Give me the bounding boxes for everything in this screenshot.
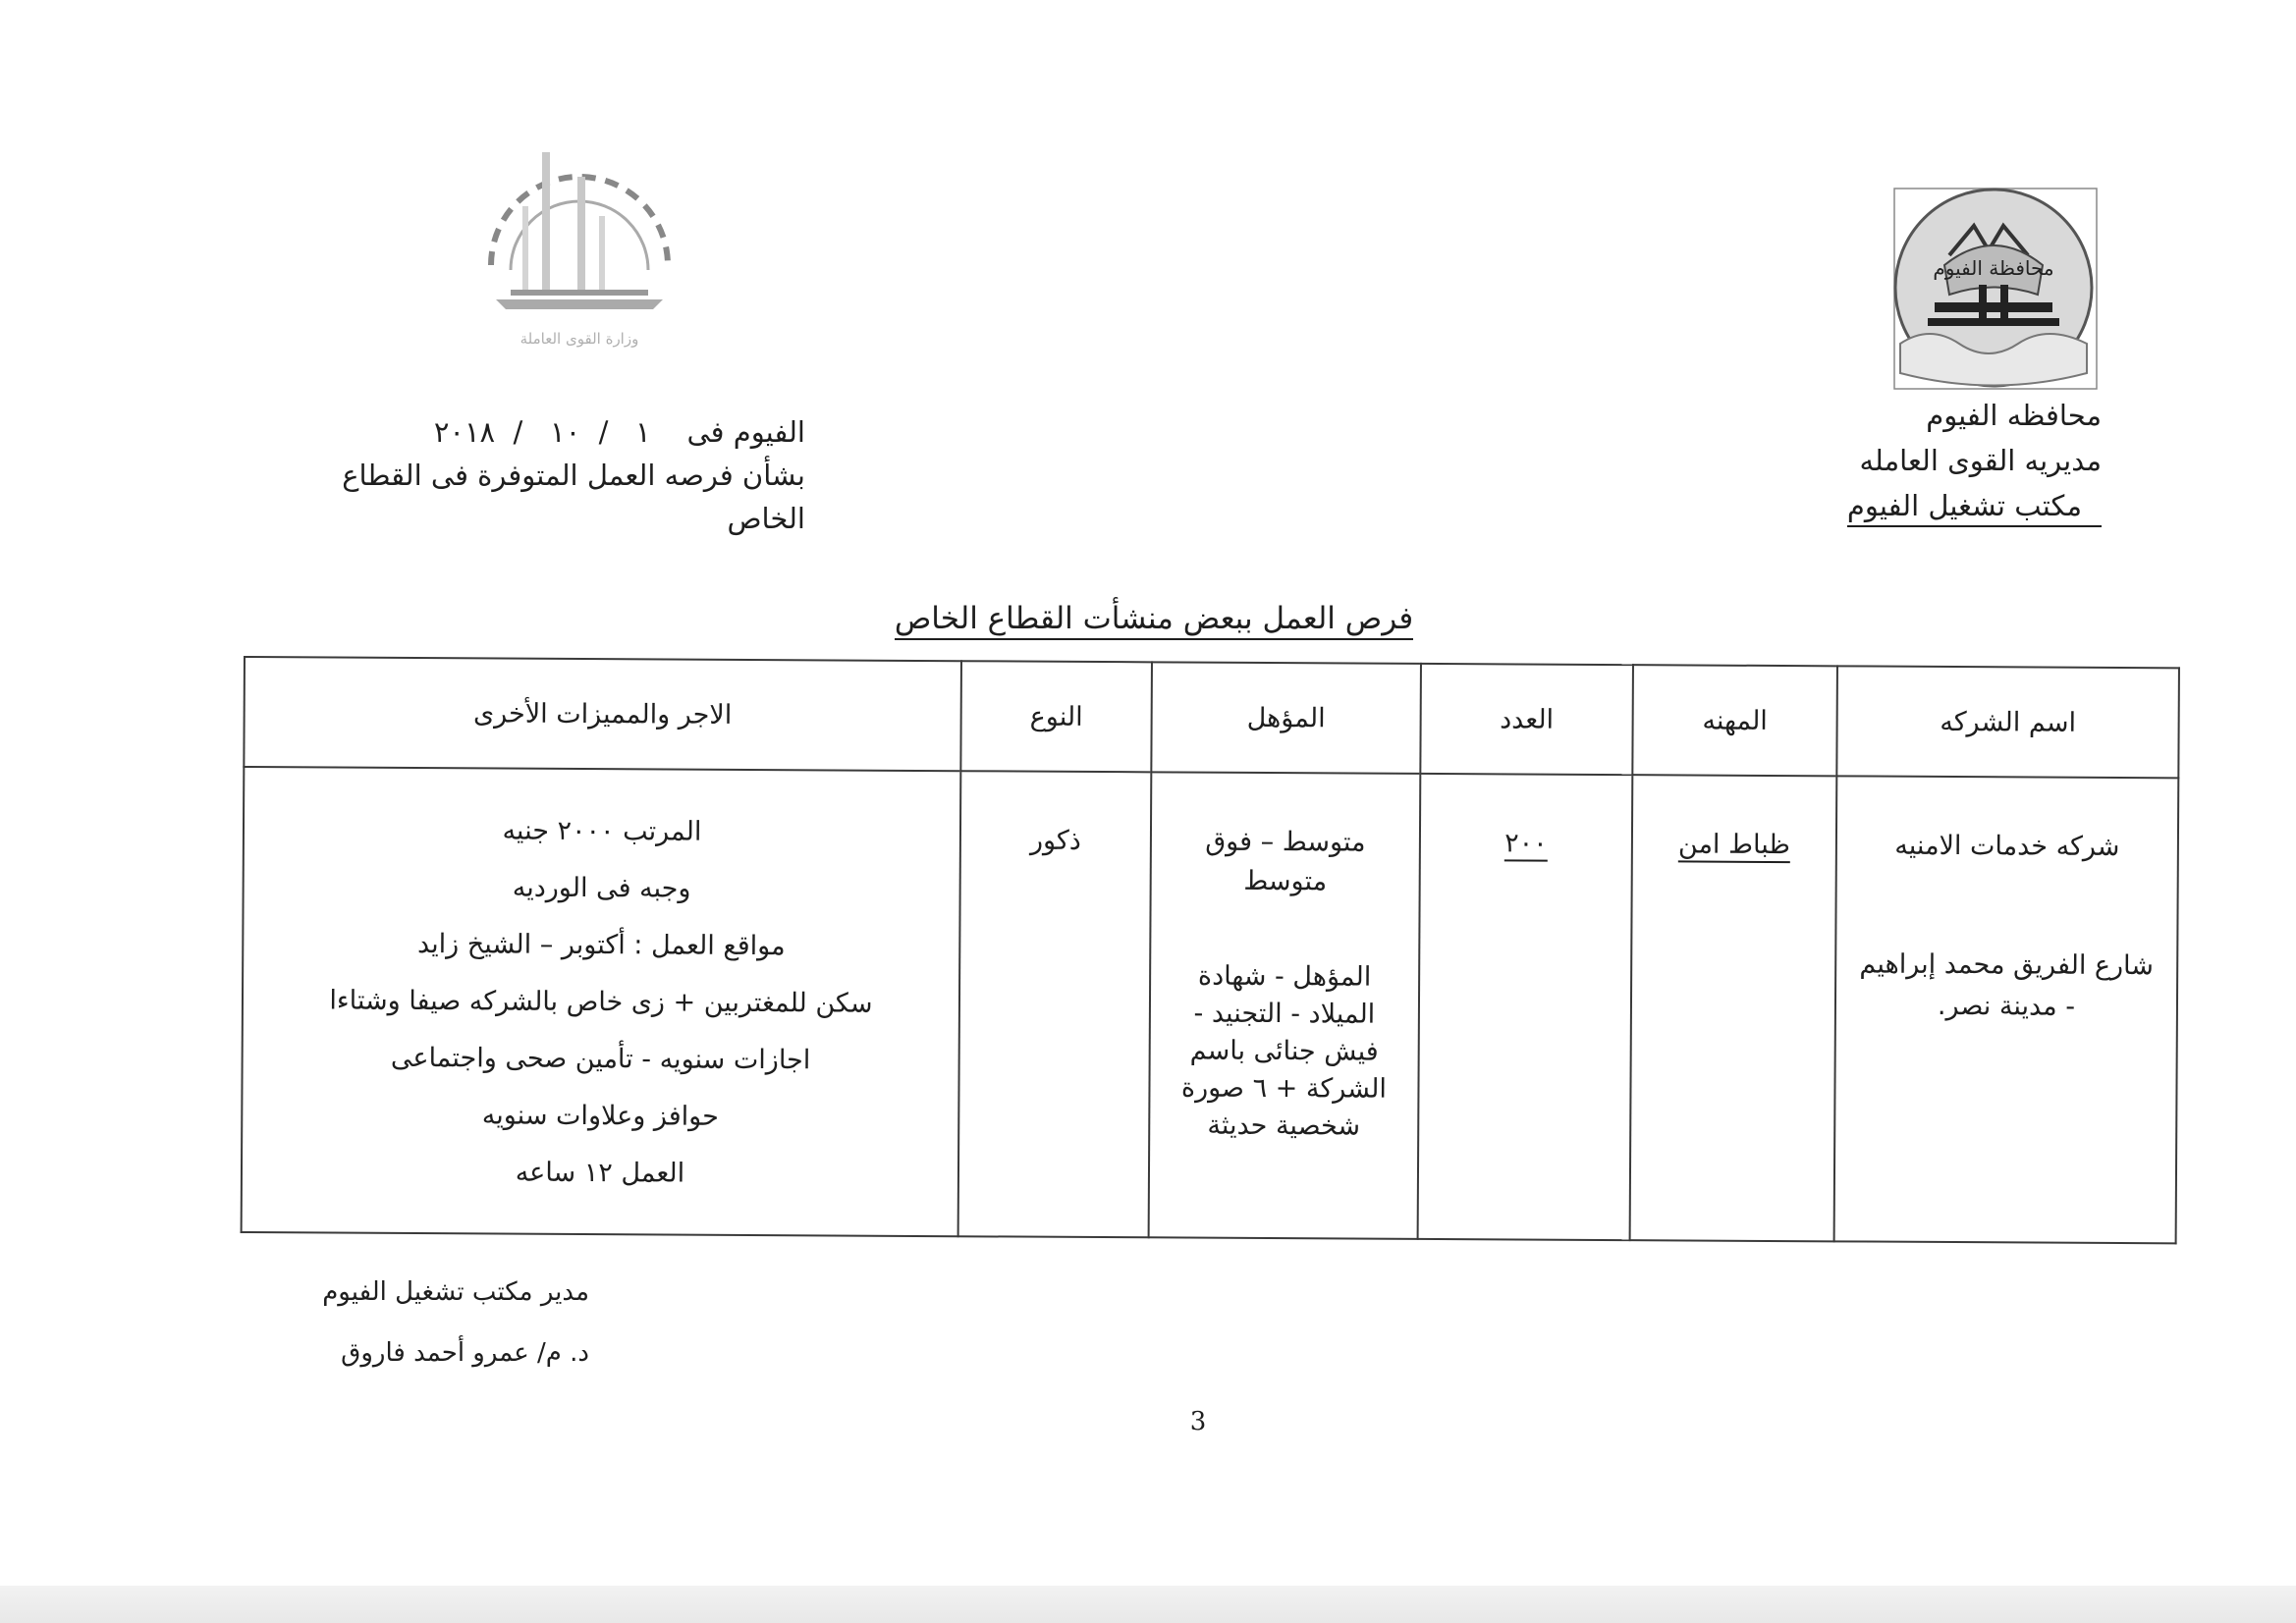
date-month: ١٠ — [550, 415, 581, 449]
cell-qualification — [1149, 772, 1421, 1239]
benefit-housing: سكن للمغتربين + زى خاص بالشركه صيفا وشتاءا — [329, 985, 873, 1019]
qualification-level: متوسط – فوق متوسط — [1205, 826, 1366, 897]
date-and-subject — [295, 410, 805, 540]
header-gender: النوع — [960, 661, 1152, 772]
cell-job — [1630, 775, 1837, 1241]
subject-line: بشأن فرصه العمل المتوفرة فى القطاع الخاص — [342, 459, 805, 535]
fayoum-governorate-logo-icon — [1890, 187, 2101, 391]
date-year: ٢٠١٨ — [433, 415, 496, 449]
header-qualification: المؤهل — [1151, 662, 1421, 774]
company-address: شارع الفريق محمد إبراهيم - مدينة نصر. — [1859, 948, 2155, 1022]
benefit-salary: المرتب ٢٠٠٠ جنيه — [502, 815, 702, 847]
company-name: شركه خدمات الامنيه — [1894, 830, 2120, 863]
date-place: الفيوم فى — [686, 415, 805, 449]
date-line: الفيوم فى ١ / ١٠ / ٢٠١٨ — [295, 410, 805, 454]
governorate-name: محافظه الفيوم — [1926, 399, 2102, 432]
table-row — [242, 767, 2179, 1243]
scan-edge — [0, 1586, 2296, 1623]
office-name: مكتب تشغيل الفيوم — [1847, 486, 2102, 527]
benefit-meal: وجبه فى الورديه — [512, 872, 691, 904]
ministry-of-manpower-logo-icon — [471, 147, 687, 353]
cell-company — [1834, 776, 2179, 1243]
signatory-name: د. م/ عمرو أحمد فاروق — [341, 1338, 589, 1368]
page-number: 3 — [1189, 1407, 1207, 1436]
date-day: ١ — [635, 415, 651, 449]
jobs-table — [241, 656, 2180, 1244]
cell-count — [1418, 774, 1633, 1240]
job-title: ظباط امن — [1678, 829, 1790, 863]
header-benefits: الاجر والمميزات الأخرى — [244, 657, 961, 771]
document-title-text: فرص العمل ببعض منشأت القطاع الخاص — [895, 601, 1413, 640]
benefit-hours: العمل ١٢ ساعه — [515, 1157, 685, 1189]
required-documents: المؤهل - شهادة الميلاد - التجنيد - فيش جنائى باسم الشركة + ٦ صورة شخصية حديثة — [1180, 960, 1388, 1142]
cell-gender — [958, 771, 1152, 1237]
cell-benefits — [242, 767, 961, 1236]
benefit-locations: مواقع العمل : أكتوبر – الشيخ زايد — [416, 929, 786, 962]
gov-logo-text: محافظة الفيوم — [1933, 256, 2054, 280]
directorate-name: مديريه القوى العامله — [1859, 444, 2102, 477]
table-header-row — [244, 657, 2179, 778]
gender-value: ذكور — [1029, 825, 1081, 856]
benefit-insurance: اجازات سنويه - تأمين صحى واجتماعى — [390, 1042, 811, 1076]
header-company: اسم الشركه — [1836, 666, 2179, 778]
header-job: المهنه — [1632, 665, 1837, 776]
document-title — [884, 601, 1424, 636]
ministry-caption: وزارة القوى العاملة — [519, 330, 639, 348]
header-count: العدد — [1420, 664, 1633, 775]
signature-block — [295, 1262, 589, 1383]
benefit-incentives: حوافز وعلاوات سنويه — [481, 1100, 719, 1132]
signatory-role: مدير مكتب تشغيل الفيوم — [322, 1277, 589, 1307]
job-count: ٢٠٠ — [1504, 828, 1548, 861]
issuing-authority — [1748, 393, 2102, 528]
